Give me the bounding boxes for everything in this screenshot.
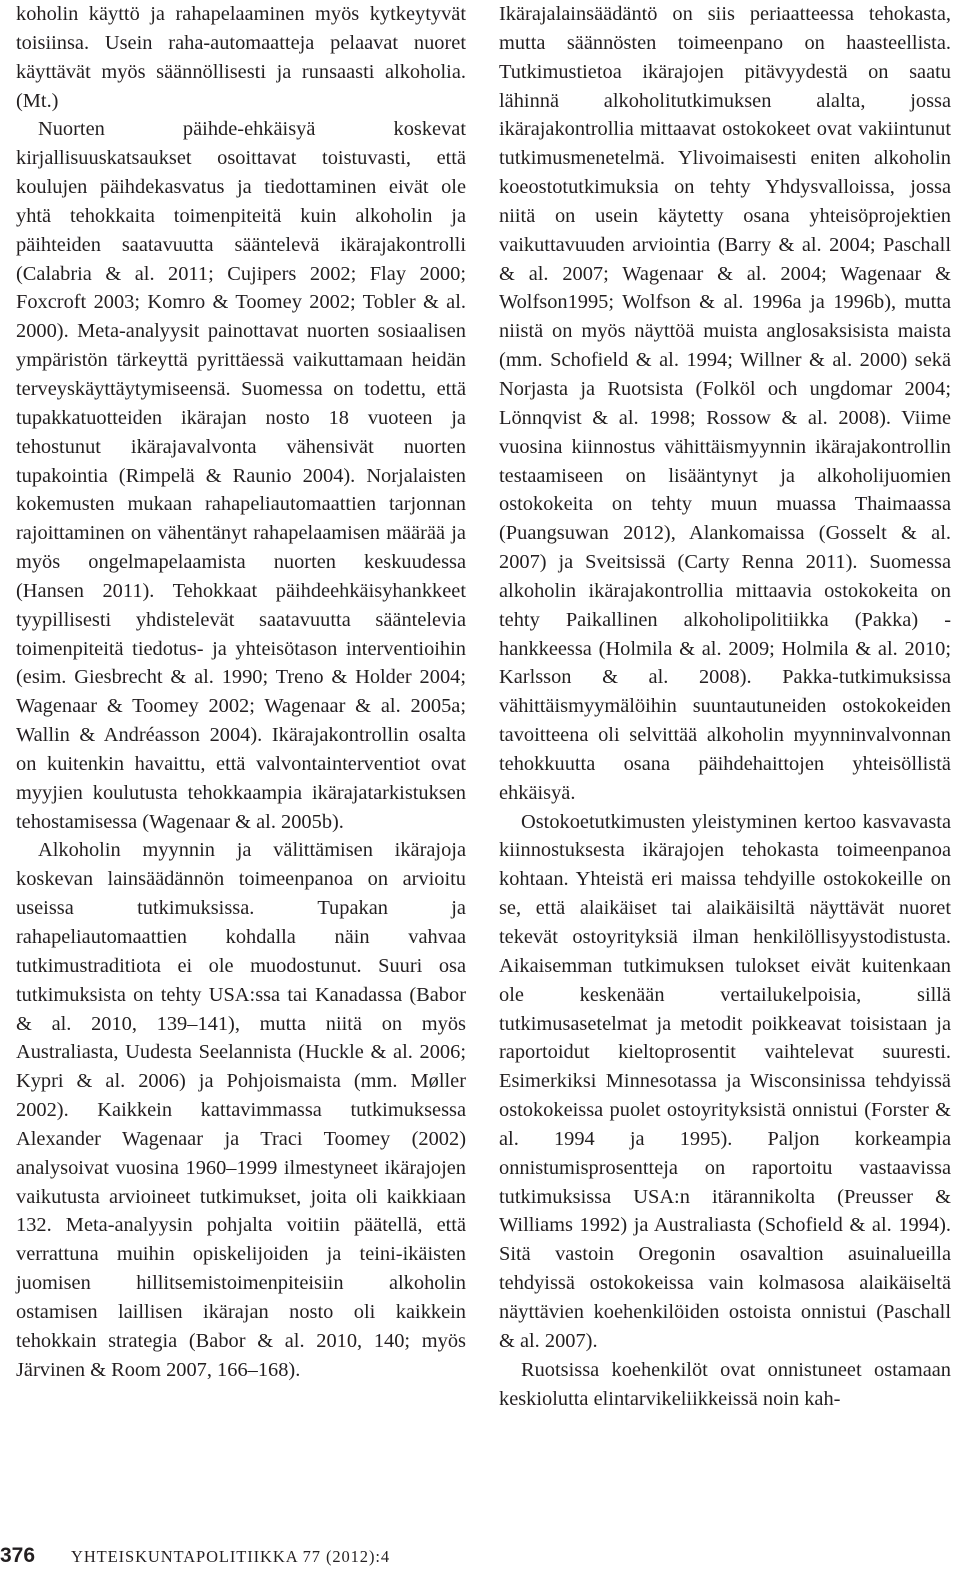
- paragraph: Ruotsissa koehenkilöt ovat onnistuneet ostamaan keskiolutta elintarvikeliikkeissä noin kah-: [499, 1358, 951, 1410]
- paragraph: Ostokoetutkimusten yleistyminen kertoo kasvavasta kiinnostuksesta ikärajojen tehokasta toimeenpanoa kohtaan. Yhteistä eri maissa tehdyille ostokokeille on se, että alaikäiset tai alaikäisiltä näyttävät nuoret tekevät ostoyrityksiä ilman henkilöllisyystodistusta. Aikaisemman tutkimuksen tulokset eivät kuitenkaan ole keskenään vertailukelpoisia, sillä tutkimusasetelmat ja metodit poikkeavat toisistaan ja raportoidut kieltoprosentit vaihtelevat suuresti. Esimerkiksi Minnesotassa ja Wisconsinissa tehdyissä ostokokeissa puolet ostoyrityksistä onnistui (Forster & al. 1994 ja 1995). Paljon korkeampia onnistumisprosentteja on raportoitu vastaavissa tutkimuksissa USA:n itärannikolta (Preusser & Williams 1992) ja Australiasta (Schofield & al. 1994). Sitä vastoin Oregonin osavaltion asuinalueilla tehdyissä ostokokeissa vain kolmasosa alaikäiseltä näyttävien koehenkilöiden ostoista onnistui (Paschall & al. 2007).: [499, 810, 951, 1352]
- page-number: 376: [0, 1544, 36, 1567]
- paragraph: koholin käyttö ja rahapelaaminen myös kytkeytyvät toisiinsa. Usein raha-automaatteja pelaavat nuoret käyttävät myös säännöllisesti ja runsaasti alkoholia. (Mt.): [16, 3, 466, 112]
- paragraph: Alkoholin myynnin ja välittämisen ikärajoja koskevan lainsäädännön toimeenpanoa on arvioitu useissa tutkimuksissa. Tupakan ja rahapeliautomaattien kohdalla näin vahvaa tutkimustraditiota ei ole muodostunut. Suuri osa tutkimuksista on tehty USA:ssa tai Kanadassa (Babor & al. 2010, 139–141), mutta niitä on myös Australiasta, Uudesta Seelannista (Huckle & al. 2006; Kypri & al. 2006) ja Pohjoismaista (mm. Møller 2002). Kaikkein kattavimmassa tutkimuksessa Alexander Wagenaar ja Traci Toomey (2002) analysoivat vuosina 1960–1999 ilmestyneet ikärajojen vaikutusta arvioineet tutkimukset, joita oli kaikkiaan 132. Meta-analyysin pohjalta voitiin päätellä, että verrattuna muihin opiskelijoiden ja teini-ikäisten juomisen hillitsemistoimenpiteisiin alkoholin ostamisen laillisen ikärajan nosto oli kaikkein tehokkain strategia (Babor & al. 2010, 140; myös Järvinen & Room 2007, 166–168).: [16, 839, 466, 1381]
- paragraph: Nuorten päihde-ehkäisyä koskevat kirjallisuuskatsaukset osoittavat toistuvasti, että koulujen päihdekasvatus ja tiedottaminen eivät ole yhtä tehokkaita toimenpiteitä kuin alkoholin ja päihteiden saatavuutta sääntelevä ikärajakontrolli (Calabria & al. 2011; Cujipers 2002; Flay 2000; Foxcroft 2003; Komro & Toomey 2002; Tobler & al. 2000). Meta-analyysit painottavat nuorten sosiaalisen ympäristön tärkeyttä pyrittäessä vaikuttamaan heidän terveyskäyttäytymiseensä. Suomessa on todettu, että tupakkatuotteiden ikärajan nosto 18 vuoteen ja tehostunut ikärajavalvonta vähensivät nuorten tupakointia (Rimpelä & Raunio 2004). Norjalaisten kokemusten mukaan rahapeliautomaattien tarjonnan rajoittaminen on vähentänyt rahapelaamisen määrää ja myös ongelmapelaamista nuorten keskuudessa (Hansen 2011). Tehokkaat päihdeehkäisyhankkeet tyypillisesti yhdistelevät saatavuutta sääntelevia toimenpiteitä tiedotus- ja yhteisötason interventioihin (esim. Giesbrecht & al. 1990; Treno & Holder 2004; Wagenaar & Toomey 2002; Wagenaar & al. 2005a; Wallin & Andréasson 2004). Ikärajakontrollin osalta on kuitenkin havaittu, että valvontainterventiot ovat myyjien koulutusta tehokkaampia ikärajatarkistuksen tehostamisessa (Wagenaar & al. 2005b).: [16, 118, 466, 833]
- paragraph: Ikärajalainsäädäntö on siis periaatteessa tehokasta, mutta säännösten toimeenpano on haasteellista. Tutkimustietoa ikärajojen pitävyydestä on saatu lähinnä alkoholitutkimuksen alalta, jossa ikärajakontrollia mittaavat ostokokeet ovat vakiintunut tutkimusmenetelmä. Ylivoimaisesti eniten alkoholin koeostotutkimuksia on tehty Yhdysvalloissa, jossa niitä on usein käytetty osana yhteisöprojektien vaikuttavuuden arviointia (Barry & al. 2004; Paschall & al. 2007; Wagenaar & al. 2004; Wagenaar & Wolfson1995; Wolfson & al. 1996a ja 1996b), mutta niistä on myös näyttöä muista anglosaksisista maista (mm. Schofield & al. 1994; Willner & al. 2000) sekä Norjasta ja Ruotsista (Folköl och ungdomar 2004; Lönnqvist & al. 1998; Rossow & al. 2008). Viime vuosina kiinnostus vähittäismyynnin ikärajakontrollin testaamiseen on lisääntynyt ja alkoholijuomien ostokokeita on tehty muun muassa Thaimaassa (Puangsuwan 2012), Alankomaissa (Gosselt & al. 2007) ja Sveitsissä (Carty Renna 2011). Suomessa alkoholin ikärajakontrollia mittaavia ostokokeita on tehty Paikallinen alkoholipolitiikka (Pakka) -hankkeessa (Holmila & al. 2009; Holmila & al. 2010; Karlsson & al. 2008). Pakka-tutkimuksissa vähittäismyymälöihin suuntautuneiden ostokokeiden tavoitteena oli selvittää alkoholin myynninvalvonnan tehokkuutta osana päihdehaittojen yhteisöllistä ehkäisyä.: [499, 3, 951, 804]
- journal-name: YHTEISKUNTAPOLITIIKKA 77 (2012):4: [71, 1547, 390, 1566]
- left-text-column: [16, 0, 466, 1385]
- right-text-column: [499, 0, 951, 1413]
- page-footer: [0, 1544, 390, 1572]
